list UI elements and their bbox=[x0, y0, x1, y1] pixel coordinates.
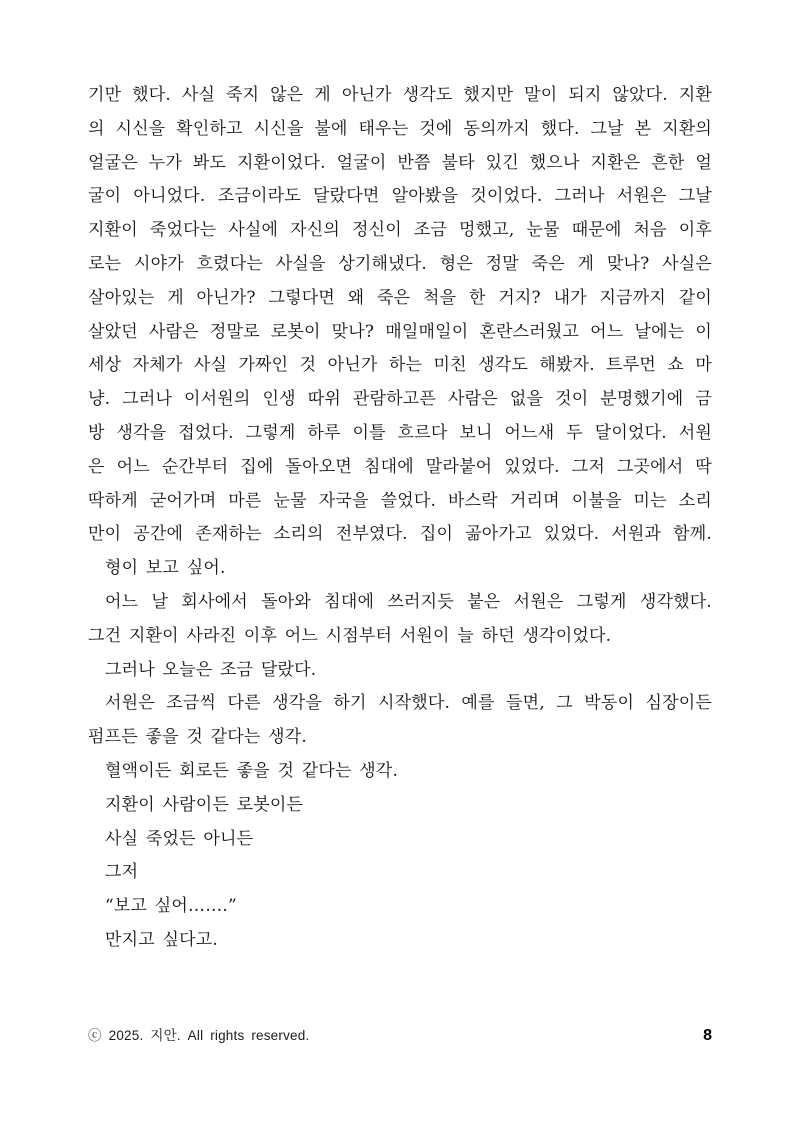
page-text bbox=[88, 79, 712, 958]
text-line: 딱하게 굳어가며 마른 눈물 자국을 쓸었다. 바스락 거리며 이불을 미는 소리 bbox=[88, 490, 712, 511]
text-line: 살았던 사람은 정말로 로봇이 맞나? 매일매일이 혼란스러웠고 어느 날에는 이 bbox=[88, 321, 712, 342]
text-line: 얼굴은 누가 봐도 지환이었다. 얼굴이 반쯤 불타 있긴 했으나 지환은 흔한 얼 bbox=[88, 152, 712, 173]
text-line: 로는 시야가 흐렸다는 사실을 상기해냈다. 형은 정말 죽은 게 맞나? 사실은 bbox=[88, 253, 712, 274]
text-line: 서원은 조금씩 다른 생각을 하기 시작했다. 예를 들면, 그 박동이 심장이든 bbox=[105, 693, 712, 714]
text-line: 혈액이든 회로든 좋을 것 같다는 생각. bbox=[105, 760, 399, 781]
text-line: 의 시신을 확인하고 시신을 불에 태우는 것에 동의까지 했다. 그날 본 지환의 bbox=[88, 118, 712, 139]
text-line: 어느 날 회사에서 돌아와 침대에 쓰러지듯 붙은 서원은 그렇게 생각했다. bbox=[105, 591, 712, 612]
text-line: 냥. 그러나 이서원의 인생 따위 관람하고픈 사람은 없을 것이 분명했기에 금 bbox=[88, 389, 712, 410]
text-line: 그건 지환이 사라진 이후 어느 시점부터 서원이 늘 하던 생각이었다. bbox=[88, 625, 612, 646]
text-line: 만이 공간에 존재하는 소리의 전부였다. 집이 곪아가고 있었다. 서원과 함께. bbox=[88, 524, 712, 545]
text-line: 그저 bbox=[105, 862, 139, 883]
text-line: 세상 자체가 사실 가짜인 것 아닌가 하는 미친 생각도 해봤자. 트루먼 쇼 마 bbox=[88, 355, 712, 376]
text-line: “보고 싶어…….” bbox=[105, 896, 237, 917]
text-line: 사실 죽었든 아니든 bbox=[105, 828, 254, 849]
text-line: 지환이 죽었다는 사실에 자신의 정신이 조금 멍했고, 눈물 때문에 처음 이후 bbox=[88, 220, 712, 241]
text-line: 살아있는 게 아닌가? 그렇다면 왜 죽은 척을 한 거지? 내가 지금까지 같이 bbox=[88, 287, 712, 308]
text-line: 방 생각을 접었다. 그렇게 하루 이틀 흐르다 보니 어느새 두 달이었다. 서원 bbox=[88, 422, 712, 443]
footer bbox=[88, 1024, 712, 1045]
page-number: 8 bbox=[703, 1027, 712, 1044]
text-line: 은 어느 순간부터 집에 돌아오면 침대에 말라붙어 있었다. 그저 그곳에서 딱 bbox=[88, 456, 712, 477]
text-line: 기만 했다. 사실 죽지 않은 게 아닌가 생각도 했지만 말이 되지 않았다. 지환 bbox=[88, 85, 712, 105]
text-line: 굴이 아니었다. 조금이라도 달랐다면 알아봤을 것이었다. 그러나 서원은 그날 bbox=[88, 186, 712, 207]
text-line: 지환이 사람이든 로봇이든 bbox=[105, 794, 304, 815]
text-line: 그러나 오늘은 조금 달랐다. bbox=[105, 659, 317, 680]
text-line: 만지고 싶다고. bbox=[105, 929, 218, 950]
text-line: 형이 보고 싶어. bbox=[105, 558, 226, 579]
copyright-text: ⓒ 2025. 지안. All rights reserved. bbox=[88, 1028, 310, 1043]
text-line: 펌프든 좋을 것 같다는 생각. bbox=[88, 727, 308, 748]
